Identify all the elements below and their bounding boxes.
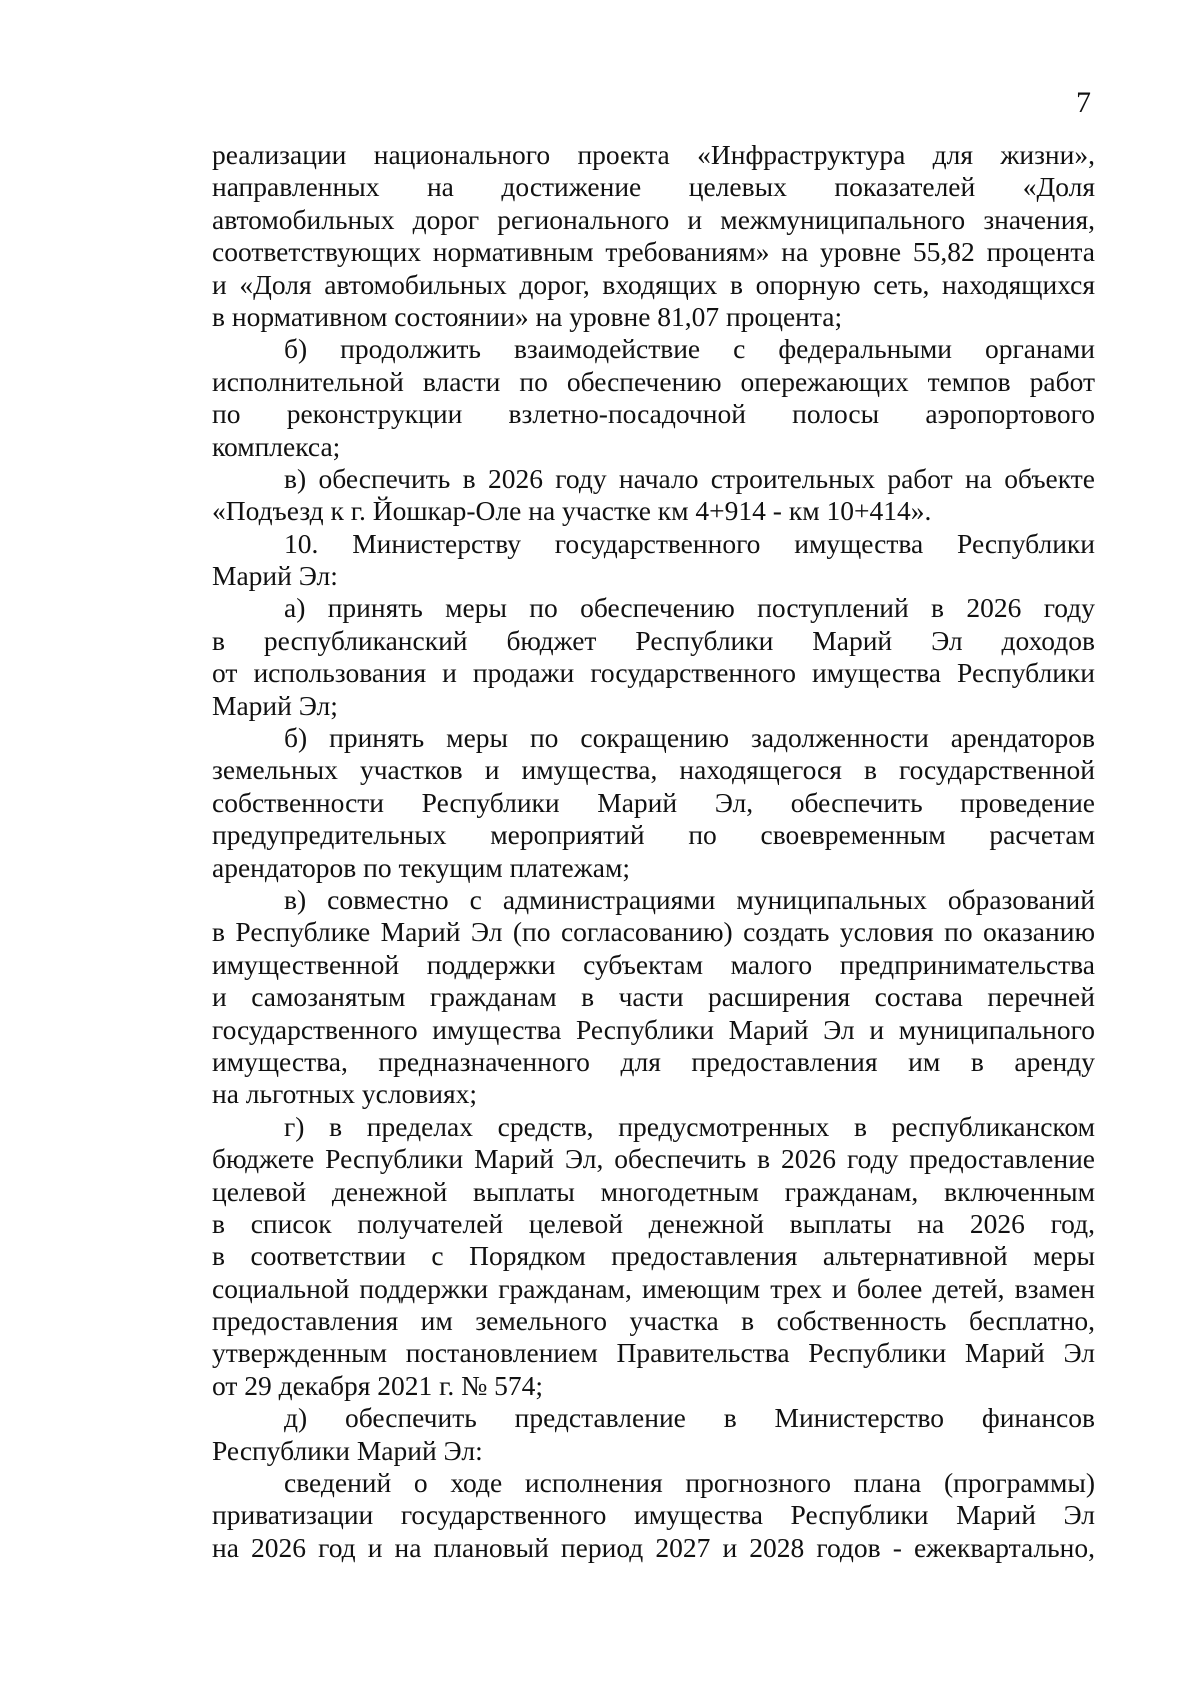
text-line: Республики Марий Эл: bbox=[212, 1434, 483, 1466]
text-line: от использования и продажи государственного имущества Республики bbox=[212, 657, 1095, 689]
text-line: арендаторов по текущим платежам; bbox=[212, 851, 630, 883]
page-number: 7 bbox=[1076, 86, 1091, 119]
text-line: и самозанятым гражданам в части расширения состава перечней bbox=[212, 981, 1095, 1013]
text-line: сведений о ходе исполнения прогнозного плана (программы) bbox=[284, 1467, 1095, 1499]
text-line: исполнительной власти по обеспечению опережающих темпов работ bbox=[212, 365, 1095, 397]
text-line: автомобильных дорог регионального и межмуниципального значения, bbox=[212, 203, 1095, 235]
text-line: государственного имущества Республики Марий Эл и муниципального bbox=[212, 1013, 1095, 1045]
text-line: земельных участков и имущества, находящегося в государственной bbox=[212, 754, 1095, 786]
text-line: имущественной поддержки субъектам малого предпринимательства bbox=[212, 948, 1095, 980]
text-line: а) принять меры по обеспечению поступлений в 2026 году bbox=[284, 592, 1095, 624]
text-line: в) обеспечить в 2026 году начало строительных работ на объекте bbox=[284, 462, 1095, 494]
text-line: д) обеспечить представление в Министерство финансов bbox=[284, 1402, 1095, 1434]
text-line: в нормативном состоянии» на уровне 81,07 процента; bbox=[212, 300, 843, 332]
text-line: б) продолжить взаимодействие с федеральными органами bbox=[284, 333, 1095, 365]
text-line: направленных на достижение целевых показателей «Доля bbox=[212, 171, 1095, 203]
text-line: комплекса; bbox=[212, 430, 341, 462]
text-line: г) в пределах средств, предусмотренных в республиканском bbox=[284, 1110, 1095, 1142]
text-line: собственности Республики Марий Эл, обеспечить проведение bbox=[212, 786, 1095, 818]
text-line: в) совместно с администрациями муниципальных образований bbox=[284, 883, 1095, 915]
text-line: б) принять меры по сокращению задолженности арендаторов bbox=[284, 722, 1095, 754]
text-line: приватизации государственного имущества Республики Марий Эл bbox=[212, 1499, 1095, 1531]
text-line: по реконструкции взлетно-посадочной полосы аэропортового bbox=[212, 398, 1095, 430]
document-body bbox=[212, 139, 1095, 1564]
text-line: предоставления им земельного участка в собственность бесплатно, bbox=[212, 1305, 1095, 1337]
text-line: бюджете Республики Марий Эл, обеспечить в 2026 году предоставление bbox=[212, 1143, 1095, 1175]
text-line: утвержденным постановлением Правительства Республики Марий Эл bbox=[212, 1337, 1095, 1369]
text-line: имущества, предназначенного для предоставления им в аренду bbox=[212, 1045, 1095, 1077]
text-line: социальной поддержки гражданам, имеющим трех и более детей, взамен bbox=[212, 1272, 1095, 1304]
text-line: предупредительных мероприятий по своевременным расчетам bbox=[212, 819, 1095, 851]
text-line: 10. Министерству государственного имущества Республики bbox=[284, 527, 1095, 559]
text-line: Марий Эл: bbox=[212, 560, 338, 592]
text-line: в список получателей целевой денежной выплаты на 2026 год, bbox=[212, 1207, 1095, 1239]
text-line: Марий Эл; bbox=[212, 689, 338, 721]
text-line: в соответствии с Порядком предоставления альтернативной меры bbox=[212, 1240, 1095, 1272]
text-line: и «Доля автомобильных дорог, входящих в опорную сеть, находящихся bbox=[212, 268, 1095, 300]
text-line: соответствующих нормативным требованиям» на уровне 55,82 процента bbox=[212, 236, 1095, 268]
text-line: на льготных условиях; bbox=[212, 1078, 478, 1110]
text-line: целевой денежной выплаты многодетным гражданам, включенным bbox=[212, 1175, 1095, 1207]
text-line: на 2026 год и на плановый период 2027 и 2028 годов - ежеквартально, bbox=[212, 1531, 1095, 1563]
text-line: в Республике Марий Эл (по согласованию) создать условия по оказанию bbox=[212, 916, 1095, 948]
text-line: реализации национального проекта «Инфраструктура для жизни», bbox=[212, 139, 1095, 170]
text-line: от 29 декабря 2021 г. № 574; bbox=[212, 1369, 544, 1401]
text-line: «Подъезд к г. Йошкар-Оле на участке км 4+914 - км 10+414». bbox=[212, 495, 932, 527]
text-line: в республиканский бюджет Республики Марий Эл доходов bbox=[212, 624, 1095, 656]
